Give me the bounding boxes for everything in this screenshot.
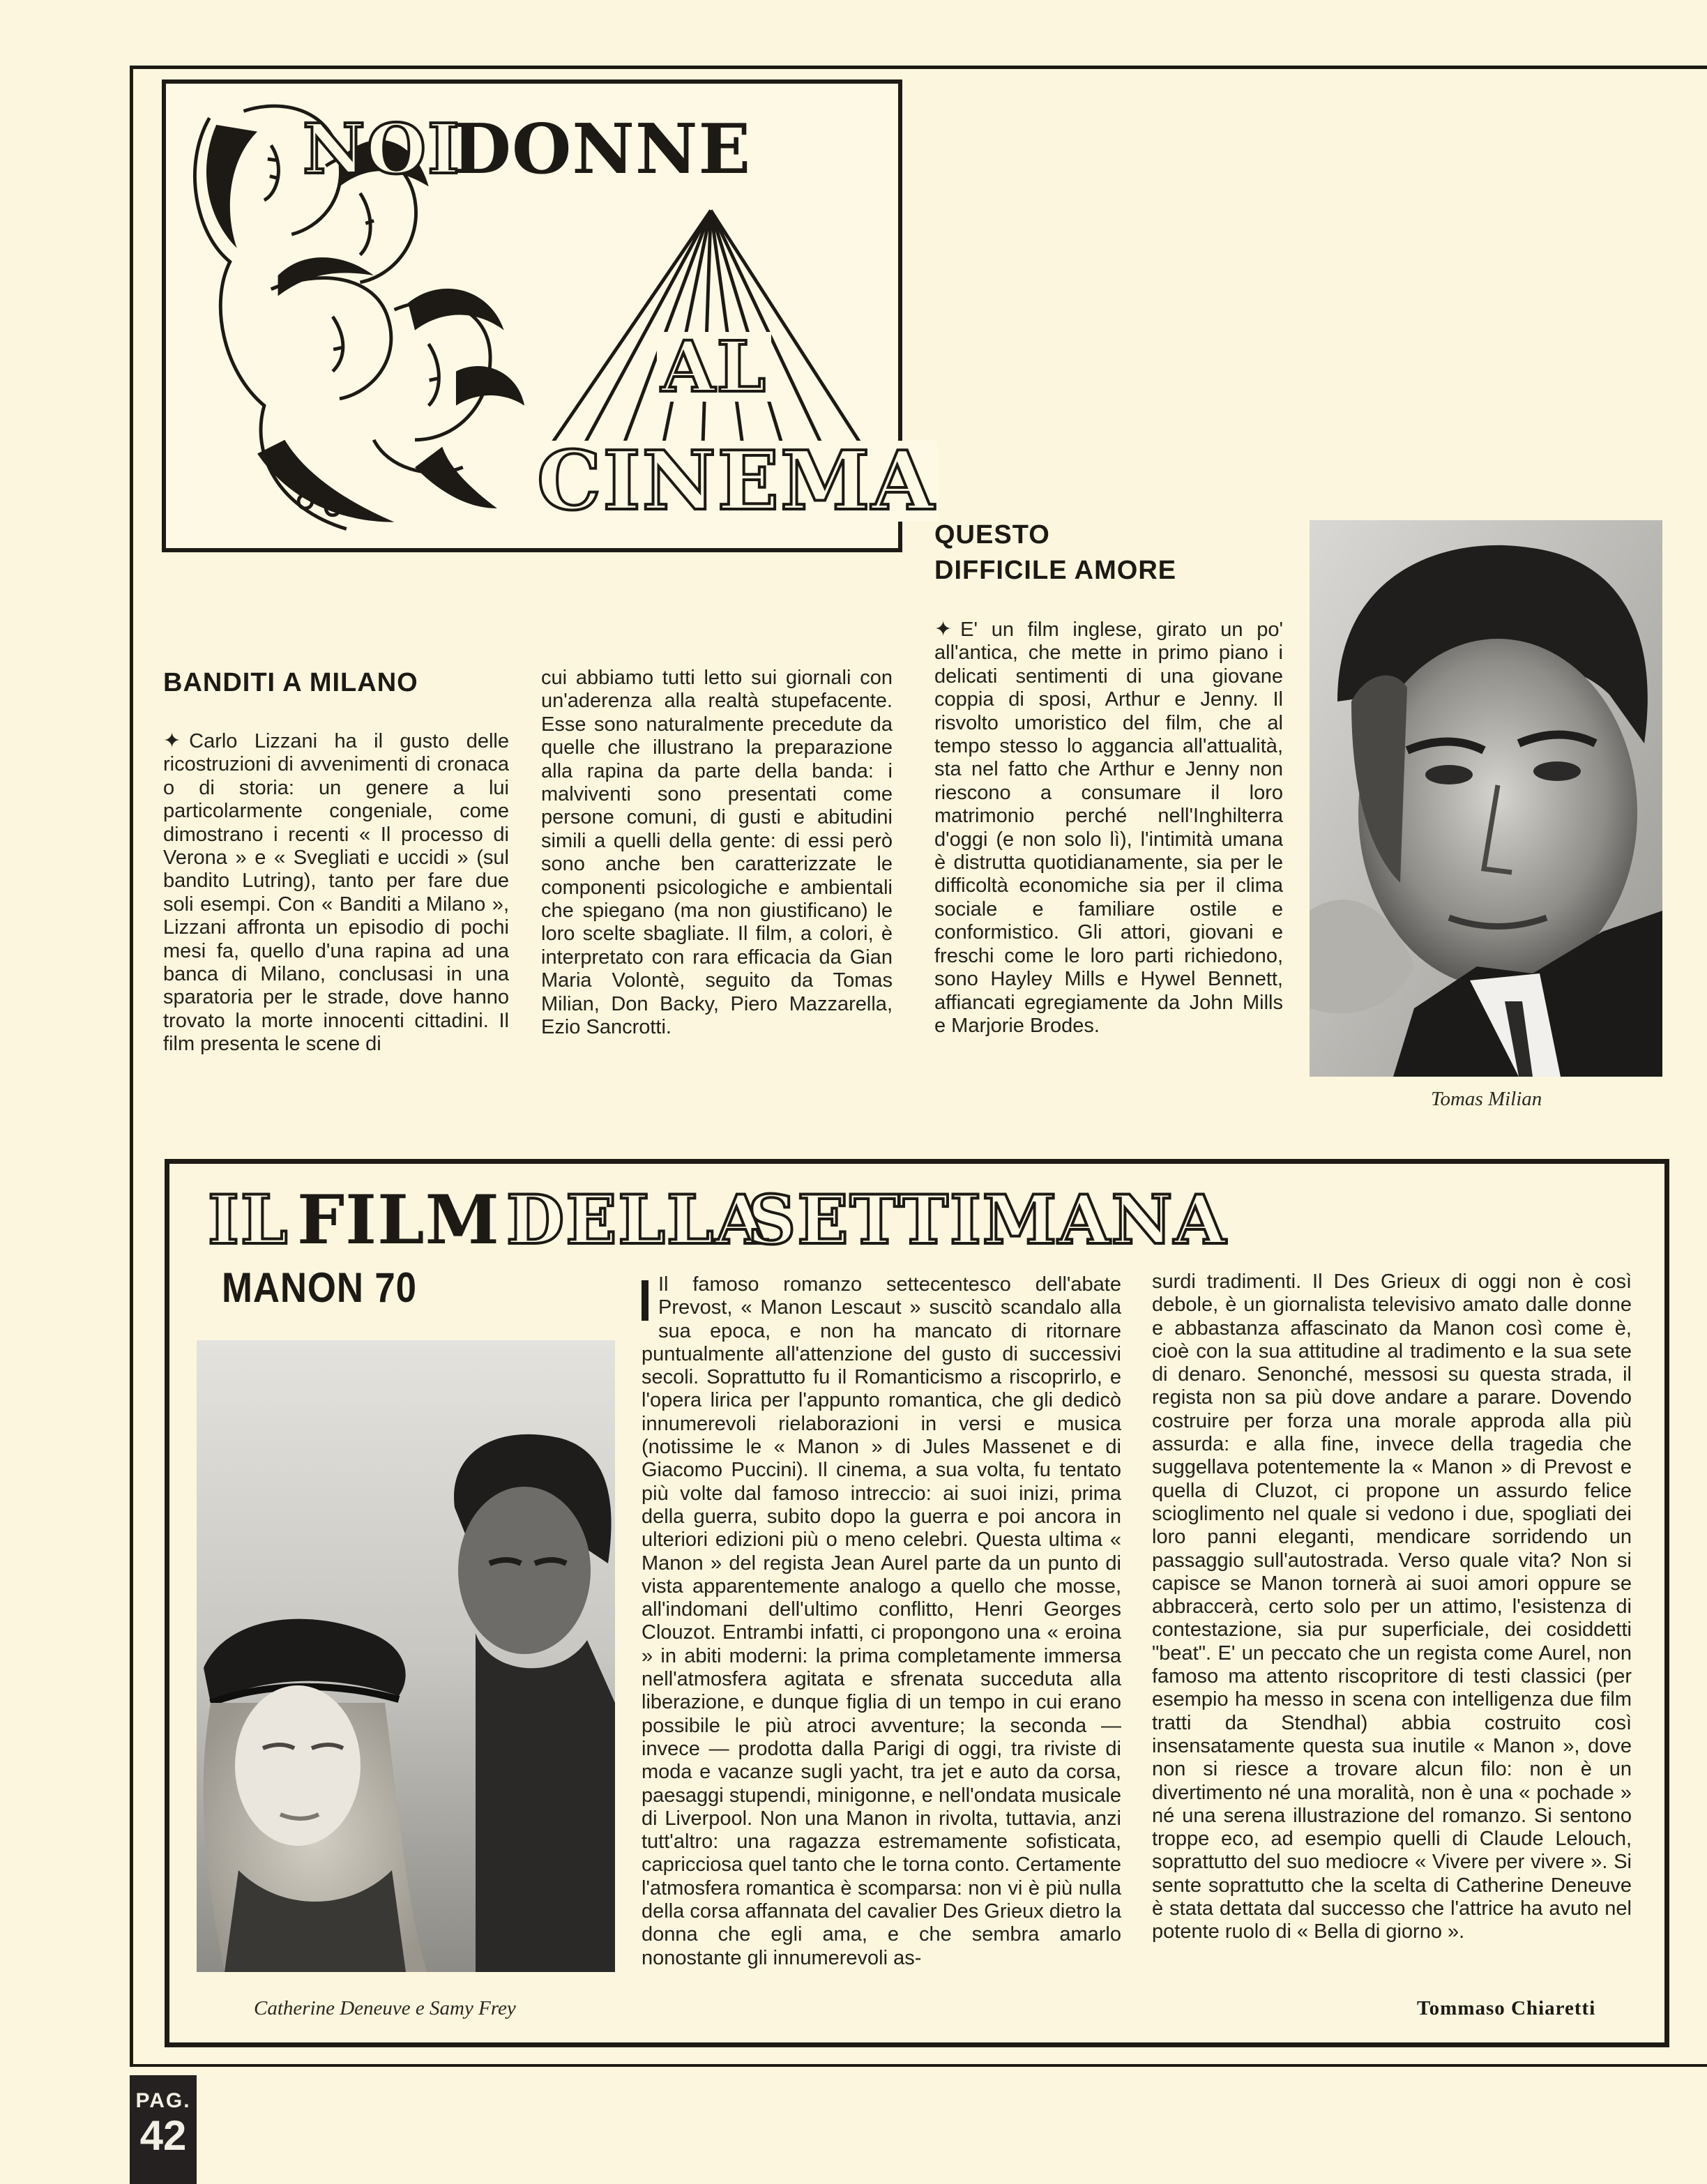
portrait-caption: Tomas Milian: [1431, 1088, 1542, 1110]
banner-word-della: DELLA: [506, 1181, 768, 1259]
article-body-banditi-col2: [541, 667, 893, 1040]
page-frame-bottom: [130, 2064, 1707, 2067]
page-frame-left: [130, 66, 133, 2067]
page-number: 42: [139, 2112, 187, 2159]
logo-word-al: AL: [657, 332, 771, 402]
page-label: PAG.: [135, 2089, 191, 2112]
logo-word-cinema: CINEMA: [534, 441, 938, 522]
article-text-banditi-col1: Carlo Lizzani ha il gusto delle ricostruzioni di avvenimenti di cronaca o di storia: un genere a lui particolarmente congeniale, come dimostrano i recenti « Il processo di Verona » e « Svegliati e uccidi » (sul bandito Lutring), tanto per fare due soli esempi. Con « Banditi a Milano », Lizzani affronta un episodio di pochi mesi fa, quello d'una rapina ad una banca di Milano, conclusasi in una sparatoria per le strade, dove hanno trovato la morte innocenti cittadini. Il film presenta le scene di: [163, 730, 509, 1056]
article-text-banditi-col2: cui abbiamo tutti letto sui giornali con un'aderenza alla realtà stupefacente. Esse sono naturalmente precedute da quelle che illustrano la preparazione alla rapina da parte della banda: i malviventi sono presentati come persone comuni, di gusti e abitudini simili a quelli della gente: di essi però sono anche ben caratterizzate le componenti psicologiche e ambientali che spiegano (ma non giustificano) le loro scelte sbagliate. Il film, a colori, è interpretato con rara efficacia da Gian Maria Volontè, seguito da Tomas Milian, Don Backy, Piero Mazzarella, Ezio Sancrotti.: [541, 667, 893, 1039]
film-review-text-col1: Il famoso romanzo settecentesco dell'abate Prevost, « Manon Lescaut » suscitò scandalo alla sua epoca, e non ha mancato di ritornare puntualmente all'attenzione del gusto di successivi secoli. Soprattutto fu il Romanticismo a riscoprirlo, e l'opera lirica per l'appunto romantica, che gli dedicò innumerevoli rielaborazioni in versi e musica (notissime le « Manon » di Jules Massenet e di Giacomo Puccini). Il cinema, a sua volta, fu tentato più volte dal famoso intreccio: ai suoi inizi, prima della guerra, subito dopo la guerra e poi ancora in ulteriori edizioni più o meno celebri. Questa ultima « Manon » del regista Jean Aurel parte da un punto di vista apparentemente analogo a quello che mosse, all'indomani dell'ultimo conflitto, Henri Georges Clouzot. Entrambi infatti, ci propongono una « eroina » in abiti moderni: la prima completamente immersa nell'atmosfera agitata e sfrenata succeduta alla liberazione, e dunque figlia di un tempo in cui erano possibile le più atroci avventure; la seconda — invece — prodotta dalla Parigi di oggi, tra riviste di moda e vacanze sugli yacht, tra jet e auto da corsa, paesaggi stupendi, minigonne, e nell'ondata musicale di Liverpool. Non una Manon in rivolta, tuttavia, anzi tutt'altro: una ragazza estremamente sofisticata, capricciosa quel tanto che le torna conto. Certamente l'atmosfera romantica è scomparsa: non vi è più nulla della corsa affannata del cavalier Des Grieux dietro la donna che egli ama, e che sembra amarlo nonostante gli innumerevoli as-: [642, 1273, 1121, 1969]
article-title-questo-line1: QUESTO: [934, 520, 1050, 549]
logo-word-donne: DONNE: [452, 109, 752, 190]
film-still-caption: Catherine Deneuve e Samy Frey: [254, 1997, 516, 2019]
logo-word-noi: NOI: [303, 109, 461, 190]
film-still-photo: [197, 1340, 615, 1972]
film-review-text-col2: surdi tradimenti. Il Des Grieux di oggi non è così debole, è un giornalista televisivo amato dalle donne e abbastanza affascinato da Manon così come è, cioè con la sua attitudine al tradimento e la sua sete di denaro. Senonché, messosi su questa strada, il regista non sa più dove andare a parare. Dovendo costruire per forza una morale approda alla più assurda: e alla fine, invece della tragedia che suggellava potentemente la « Manon » di Prevost e quella di Cluzot, ci propone un assurdo felice scioglimento nel quale si vedono i due, spogliati dei loro panni eleganti, mendicare sorridendo un passaggio sull'autostrada. Verso quale vita? Non si capisce se Manon tornerà ai suoi amori oppure se abbraccerà, certo solo per un attimo, l'esistenza di contestazione, sia pur superficiale, dei cosiddetti "beat". E' un peccato che un regista come Aurel, non famoso ma attento riscopritore di testi classici (per esempio ha messo in scena con intelligenza due film tratti da Stendhal) abbia costruito così insensatamente questa sua inutile « Manon », dove non si riesce a trovare alcun filo: non è un divertimento né una moralità, non è una « pochade » né una serena illustrazione del romanzo. Si sentono troppe eco, ad esempio quelli di Claude Lelouch, soprattutto del suo mediocre « Vivere per vivere ». Si sente soprattutto che la scelta di Catherine Deneuve è stata dettata dal successo che l'attrice ha avuto nel potente ruolo di « Bella di giorno ».: [1152, 1271, 1632, 1943]
article-title-questo-line2: DIFFICILE AMORE: [934, 556, 1177, 586]
banner-word-film: FILM: [297, 1181, 500, 1259]
film-review-col2: [1152, 1271, 1632, 1944]
banner-word-settimana: SETTIMANA: [748, 1181, 1227, 1259]
diamond-bullet-icon: ✦: [163, 729, 181, 752]
banner-word-il: IL: [208, 1181, 289, 1259]
author-byline: Tommaso Chiaretti: [1417, 1997, 1596, 2019]
dropcap-bar: [642, 1280, 648, 1321]
film-review-col1: [642, 1273, 1121, 1970]
article-title-banditi: BANDITI A MILANO: [163, 668, 418, 697]
article-body-questo: [934, 618, 1283, 1038]
portrait-photo: [1310, 520, 1662, 1077]
page-number-tab: [130, 2075, 197, 2184]
film-title: MANON 70: [222, 1264, 417, 1311]
section-logo: [162, 79, 936, 552]
article-body-banditi-col1: [163, 729, 509, 1056]
article-title-questo: [934, 517, 1176, 589]
diamond-bullet-icon: ✦: [934, 618, 953, 641]
page-frame-top: [130, 66, 1707, 69]
article-text-questo: E' un film inglese, girato un po' all'antica, che mette in primo piano i delicati sentimenti di una giovane coppia di sposi, Arthur e Jenny. Il risvolto umoristico del film, che al tempo stesso lo aggancia all'attualità, sta nel fatto che Arthur e Jenny non riescono a consumare il loro matrimonio perché nell'Inghilterra d'oggi (e non solo lì), l'intimità umana è distrutta quotidianamente, sia per le difficoltà economiche sia per il clima sociale e familiare ostile e conformistico. Gli attori, giovani e freschi come le loro parti richiedono, sono Hayley Mills e Hywel Bennett, affiancati egregiamente da John Mills e Marjorie Brodes.: [934, 619, 1283, 1037]
